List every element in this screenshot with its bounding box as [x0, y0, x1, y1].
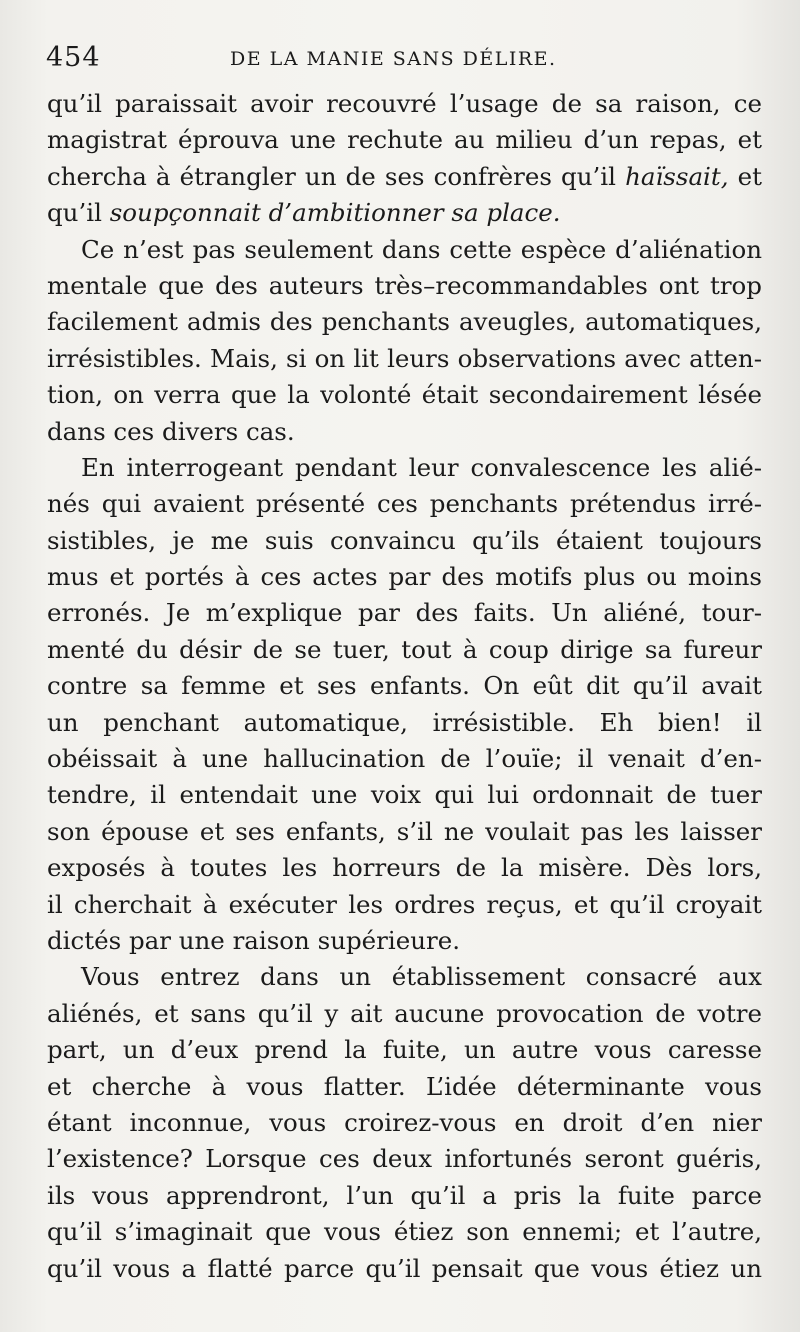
- text-line: exposés à toutes les horreurs de la misère. Dès lors,: [47, 853, 762, 883]
- text-line: son épouse et ses enfants, s’il ne voulait pas les laisser: [47, 816, 762, 846]
- text-line: part, un d’eux prend la fuite, un autre vous caresse: [47, 1035, 762, 1065]
- text-line: mentale que des auteurs très–recommandables ont trop: [47, 270, 762, 300]
- text-line: facilement admis des penchants aveugles, automatiques,: [47, 307, 762, 337]
- text-line: irrésistibles. Mais, si on lit leurs observations avec atten-: [47, 343, 762, 373]
- text-line: étant inconnue, vous croirez-vous en droit d’en nier: [47, 1107, 762, 1137]
- text-line: tion, on verra que la volonté était secondairement lésée: [47, 380, 762, 410]
- paragraph-3: [47, 450, 762, 959]
- text-line: dans ces divers cas.: [47, 416, 295, 446]
- text-line: qu’il s’imaginait que vous étiez son ennemi; et l’autre,: [47, 1217, 762, 1247]
- paragraph-2: [47, 232, 762, 450]
- text-line: tendre, il entendait une voix qui lui ordonnait de tuer: [47, 780, 762, 810]
- text-line: mus et portés à ces actes par des motifs plus ou moins: [47, 562, 762, 592]
- paragraph-1: [47, 86, 762, 232]
- text-line: magistrat éprouva une rechute au milieu d’un repas, et: [47, 125, 762, 155]
- text-line: Vous entrez dans un établissement consacré aux: [81, 962, 762, 992]
- text-line: l’existence? Lorsque ces deux infortunés seront guéris,: [47, 1144, 762, 1174]
- text-line: qu’il vous a flatté parce qu’il pensait que vous étiez un: [47, 1253, 762, 1283]
- text-line: obéissait à une hallucination de l’ouïe; il venait d’en-: [47, 744, 762, 774]
- italic-text: haïssait,: [625, 161, 729, 191]
- italic-text: soupçonnait d’ambitionner sa place.: [109, 198, 561, 228]
- paragraph-4: [47, 959, 762, 1287]
- text-segment: qu’il: [47, 198, 102, 228]
- text-segment: chercha à étrangler un de ses confrères qu’il: [47, 161, 616, 191]
- text-line: contre sa femme et ses enfants. On eût dit qu’il avait: [47, 671, 762, 701]
- text-line: ils vous apprendront, l’un qu’il a pris la fuite parce: [47, 1180, 762, 1210]
- page-header: [46, 42, 761, 78]
- text-line: qu’il paraissait avoir recouvré l’usage de sa raison, ce: [47, 89, 762, 118]
- text-line: et cherche à vous flatter. L’idée déterminante vous: [47, 1071, 762, 1101]
- page-number: 454: [46, 42, 101, 73]
- body-text: [47, 86, 762, 1287]
- text-line: un penchant automatique, irrésistible. Eh bien! il: [47, 707, 762, 737]
- text-line: menté du désir de se tuer, tout à coup dirige sa fureur: [47, 634, 762, 664]
- text-line: [47, 195, 762, 231]
- text-segment: et: [737, 161, 762, 191]
- text-line: nés qui avaient présenté ces penchants prétendus irré-: [47, 489, 762, 519]
- text-line: [47, 159, 762, 195]
- text-line: Ce n’est pas seulement dans cette espèce d’aliénation: [81, 234, 762, 264]
- text-line: aliénés, et sans qu’il y ait aucune provocation de votre: [47, 998, 762, 1028]
- text-line: dictés par une raison supérieure.: [47, 925, 460, 955]
- text-line: sistibles, je me suis convaincu qu’ils étaient toujours: [47, 525, 762, 555]
- text-line: erronés. Je m’explique par des faits. Un aliéné, tour-: [47, 598, 762, 628]
- text-line: En interrogeant pendant leur convalescence les alié-: [81, 452, 762, 482]
- running-title: DE LA MANIE SANS DÉLIRE.: [230, 48, 557, 70]
- text-line: il cherchait à exécuter les ordres reçus, et qu’il croyait: [47, 889, 762, 919]
